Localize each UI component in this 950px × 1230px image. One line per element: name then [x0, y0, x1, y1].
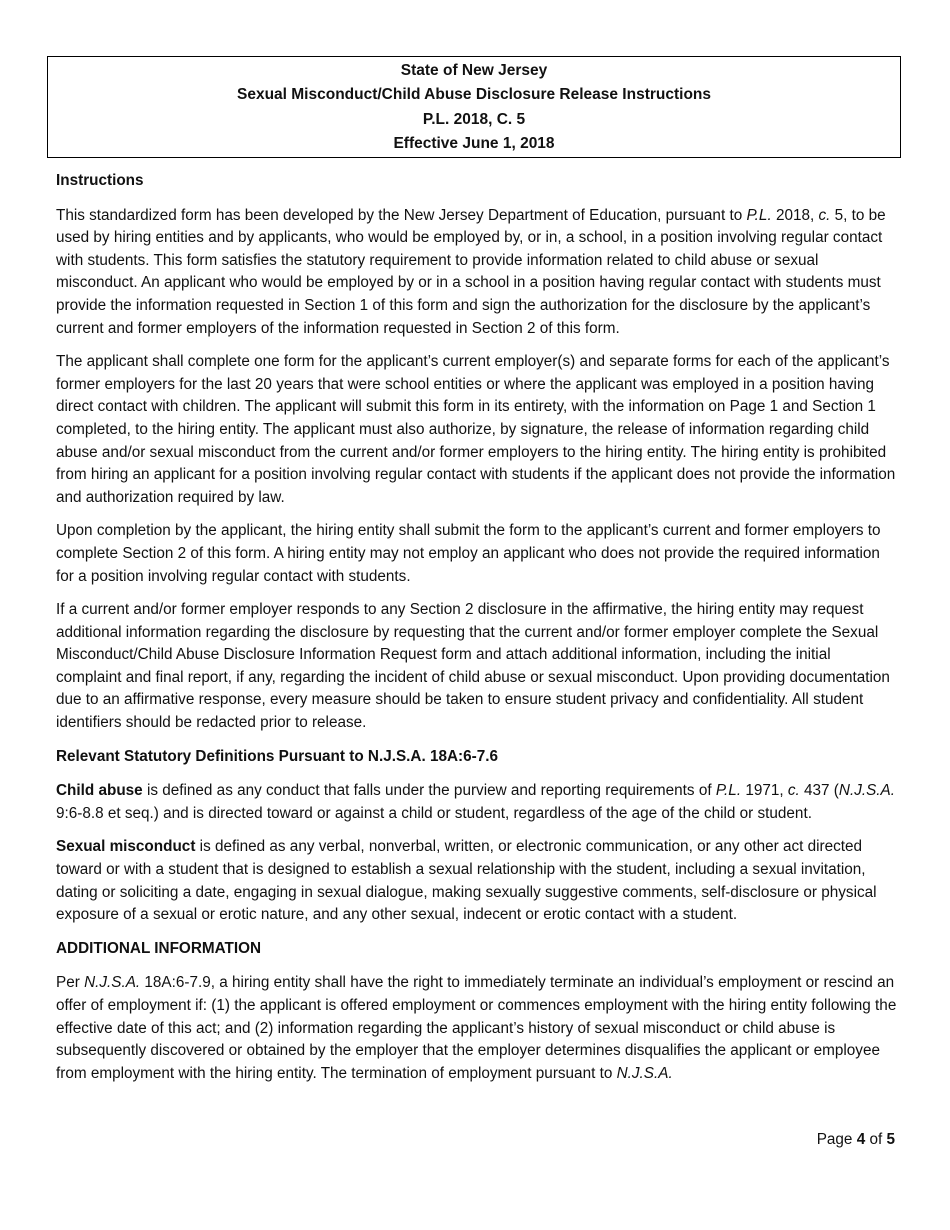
instructions-heading: Instructions: [56, 172, 144, 189]
instructions-paragraph-1: This standardized form has been developed by the New Jersey Department of Education, pursuant to P.L. 2018, c. 5, to be used by hiring entities and by applicants, who would be employed by, or in, a school, in a position involving regular contact with students. This form satisfies the statutory requirement to provide information related to child abuse or sexual misconduct. An applicant who would be employed by or in a school in a position having regular contact with students must provide the information requested in Section 1 of this form and sign the authorization for the disclosure by the applicant’s current and former employers of the information requested in Section 2 of this form.: [56, 206, 886, 337]
instructions-paragraph-2: The applicant shall complete one form for the applicant’s current employer(s) and separate forms for each of the applicant’s former employers for the last 20 years that were school entities or where the applicant was employed in a position having direct contact with children. The applicant will submit this form in its entirety, with the information on Page 1 and Section 1 completed, to the hiring entity. The applicant must also authorize, by signature, the release of information regarding child abuse and/or sexual misconduct from the current and/or former employers to the hiring entity. The hiring entity is prohibited from hiring an applicant for a position involving regular contact with students if the applicant does not provide the information and authorization required by law.: [56, 353, 896, 506]
definitions-heading: Relevant Statutory Definitions Pursuant to N.J.S.A. 18A:6-7.6: [56, 747, 498, 765]
document-title-box: [47, 56, 901, 158]
additional-information-heading: ADDITIONAL INFORMATION: [56, 939, 262, 957]
total-page-count: 5: [886, 1131, 895, 1148]
title-form-name: Sexual Misconduct/Child Abuse Disclosure Release Instructions: [236, 86, 712, 104]
additional-information-paragraph: Per N.J.S.A. 18A:6-7.9, a hiring entity shall have the right to immediately terminate an individual’s employment or rescind an offer of employment if: (1) the applicant is offered employment or commences employment with the hiring entity following the effective date of this act; and (2) information regarding the applicant’s history of sexual misconduct or child abuse is subsequently discovered or obtained by the employer that the employer determines disqualifies the applicant or employee from employment with the hiring entity. The termination of employment pursuant to N.J.S.A.: [56, 974, 897, 1082]
definition-sexual-misconduct: Sexual misconduct is defined as any verbal, nonverbal, written, or electronic communication, or any other act directed toward or with a student that is designed to establish a sexual relationship with the student, including a sexual invitation, dating or soliciting a date, engaging in sexual dialogue, making sexually suggestive comments, self-disclosure or physical exposure of a sexual or erotic nature, and any other sexual, indecent or erotic contact with a student.: [56, 838, 877, 924]
document-body: [56, 170, 898, 1085]
instructions-paragraph-3: Upon completion by the applicant, the hiring entity shall submit the form to the applicant’s current and former employers to complete Section 2 of this form. A hiring entity may not employ an applicant who does not provide the required information for a position involving regular contact with students.: [56, 522, 881, 585]
instructions-paragraph-4: If a current and/or former employer responds to any Section 2 disclosure in the affirmative, the hiring entity may request additional information regarding the disclosure by requesting that the current and/or former employer complete the Sexual Misconduct/Child Abuse Disclosure Information Request form and attach additional information, including the initial complaint and final report, if any, regarding the incident of child abuse or sexual misconduct. Upon providing documentation due to an affirmative response, every measure should be taken to ensure student privacy and confidentiality. All student identifiers should be redacted prior to release.: [56, 601, 890, 732]
definition-child-abuse: Child abuse is defined as any conduct that falls under the purview and reporting requirements of P.L. 1971, c. 437 (N.J.S.A. 9:6-8.8 et seq.) and is directed toward or against a child or student, regardless of the age of the child or student.: [56, 782, 895, 822]
title-effective-date: Effective June 1, 2018: [393, 135, 555, 153]
title-law: P.L. 2018, C. 5: [422, 110, 526, 128]
title-state: State of New Jersey: [400, 62, 548, 79]
page-number-footer: Page 4 of 5: [816, 1131, 895, 1148]
current-page-number: 4: [856, 1131, 866, 1148]
